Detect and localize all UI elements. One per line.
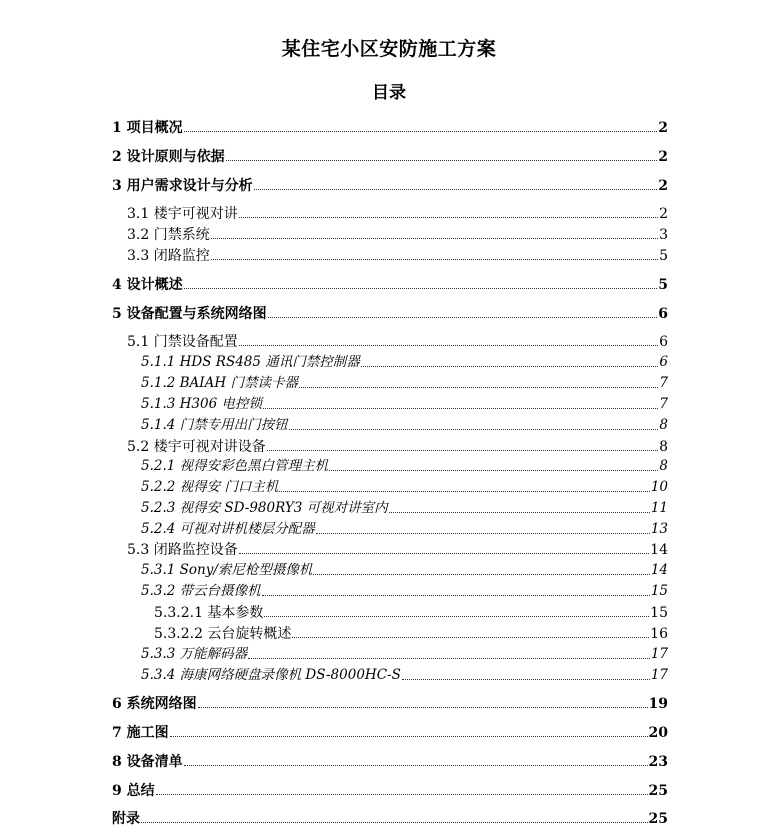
toc-entry[interactable] xyxy=(141,398,668,412)
toc-leader-dots xyxy=(262,595,650,596)
toc-entry[interactable] xyxy=(127,440,668,454)
toc-entry-label: 5.2.1 视得安彩色黑白管理主机 xyxy=(141,458,329,474)
toc-entry[interactable] xyxy=(127,228,668,242)
toc-leader-dots xyxy=(329,470,658,471)
toc-leader-dots xyxy=(141,822,648,823)
toc-entry[interactable] xyxy=(112,726,668,740)
toc-leader-dots xyxy=(198,707,648,708)
toc-entry-page: 2 xyxy=(659,206,668,222)
toc-entry-label: 6 系统网络图 xyxy=(112,696,197,712)
toc-entry-page: 3 xyxy=(659,227,668,243)
toc-entry-page: 6 xyxy=(659,334,668,350)
toc-entry-page: 15 xyxy=(650,605,668,621)
toc-entry-page: 23 xyxy=(648,754,668,770)
toc-entry-label: 5.3.4 海康网络硬盘录像机 DS-8000HC-S xyxy=(141,667,401,683)
toc-entry-page: 8 xyxy=(659,439,668,455)
toc-entry[interactable] xyxy=(112,755,668,769)
toc-entry[interactable] xyxy=(112,307,668,321)
toc-entry-page: 2 xyxy=(658,178,668,194)
toc-entry-page: 17 xyxy=(650,667,668,683)
toc-entry-label: 3.3 闭路监控 xyxy=(127,248,210,264)
toc-entry-label: 5.1.1 HDS RS485 通讯门禁控制器 xyxy=(141,354,360,370)
toc-entry[interactable] xyxy=(141,669,668,683)
toc-entry[interactable] xyxy=(141,648,668,662)
toc-leader-dots xyxy=(263,408,658,409)
toc-entry-page: 7 xyxy=(659,396,668,412)
toc-entry[interactable] xyxy=(141,481,668,495)
toc-leader-dots xyxy=(170,736,648,737)
toc-entry-label: 5.2.2 视得安 门口主机 xyxy=(141,479,279,495)
toc-entry-page: 6 xyxy=(659,354,668,370)
toc-leader-dots xyxy=(267,450,658,451)
toc-entry[interactable] xyxy=(112,150,668,164)
toc-leader-dots xyxy=(226,160,658,161)
toc-entry-label: 5.1.3 H306 电控锁 xyxy=(141,396,262,412)
toc-leader-dots xyxy=(254,189,658,190)
toc-leader-dots xyxy=(211,259,658,260)
toc-leader-dots xyxy=(211,238,658,239)
toc-entry[interactable] xyxy=(112,697,668,711)
toc-leader-dots xyxy=(268,317,658,318)
toc-entry-label: 5.3.1 Sony/索尼枪型摄像机 xyxy=(141,562,313,578)
toc-entry[interactable] xyxy=(141,502,668,516)
toc-entry-page: 19 xyxy=(648,696,668,712)
document-title: 某住宅小区安防施工方案 xyxy=(281,38,497,60)
toc-entry-label: 7 施工图 xyxy=(112,725,169,741)
toc-leader-dots xyxy=(313,574,649,575)
toc-leader-dots xyxy=(289,429,659,430)
toc-leader-dots xyxy=(184,131,658,132)
toc-entry-page: 7 xyxy=(659,375,668,391)
toc-entry-label: 3.1 楼宇可视对讲 xyxy=(127,206,238,222)
toc-entry-label: 4 设计概述 xyxy=(112,277,183,293)
toc-entry-page: 20 xyxy=(648,725,668,741)
toc-entry[interactable] xyxy=(141,419,668,433)
toc-entry-label: 1 项目概况 xyxy=(112,120,183,136)
toc-leader-dots xyxy=(279,491,649,492)
toc-entry[interactable] xyxy=(112,121,668,135)
toc-entry-label: 5.3.2.2 云台旋转概述 xyxy=(154,626,292,642)
toc-entry-label: 5.1.2 BAIAH 门禁读卡器 xyxy=(141,375,298,391)
toc-leader-dots xyxy=(248,658,650,659)
toc-entry-page: 14 xyxy=(650,562,668,578)
toc-entry-page: 13 xyxy=(650,521,668,537)
toc-entry-label: 5.2.3 视得安 SD-980RY3 可视对讲室内 xyxy=(141,500,388,516)
toc-entry-label: 3 用户需求设计与分析 xyxy=(112,178,253,194)
toc-entry-page: 2 xyxy=(658,149,668,165)
toc-entry[interactable] xyxy=(112,812,668,826)
toc-leader-dots xyxy=(292,637,649,638)
toc-entry[interactable] xyxy=(127,249,668,263)
toc-entry-label: 5.2 楼宇可视对讲设备 xyxy=(127,439,266,455)
toc-entry[interactable] xyxy=(112,784,668,798)
toc-heading: 目录 xyxy=(372,83,406,103)
toc-entry-page: 11 xyxy=(650,500,668,516)
toc-entry-label: 附录 xyxy=(112,811,140,827)
toc-entry-label: 5.1.4 门禁专用出门按钮 xyxy=(141,417,288,433)
toc-entry-page: 25 xyxy=(648,811,668,827)
toc-leader-dots xyxy=(239,217,658,218)
toc-entry-page: 2 xyxy=(658,120,668,136)
toc-entry[interactable] xyxy=(112,278,668,292)
toc-entry[interactable] xyxy=(154,606,668,620)
toc-entry[interactable] xyxy=(154,627,668,641)
toc-entry[interactable] xyxy=(127,335,668,349)
toc-entry-page: 14 xyxy=(650,542,668,558)
toc-entry[interactable] xyxy=(127,543,668,557)
toc-entry-page: 16 xyxy=(650,626,668,642)
toc-entry-label: 5.1 门禁设备配置 xyxy=(127,334,238,350)
toc-leader-dots xyxy=(389,512,650,513)
toc-entry-label: 5.3.2.1 基本参数 xyxy=(154,605,264,621)
toc-entry[interactable] xyxy=(127,207,668,221)
toc-entry-page: 8 xyxy=(659,458,668,474)
toc-entry-label: 2 设计原则与依据 xyxy=(112,149,225,165)
toc-entry-page: 5 xyxy=(659,248,668,264)
toc-entry[interactable] xyxy=(141,564,668,578)
toc-entry-label: 5.3.3 万能解码器 xyxy=(141,646,248,662)
toc-entry-page: 8 xyxy=(659,417,668,433)
toc-leader-dots xyxy=(184,765,648,766)
toc-leader-dots xyxy=(239,345,658,346)
toc-entry-label: 3.2 门禁系统 xyxy=(127,227,210,243)
toc-entry[interactable] xyxy=(141,377,668,391)
toc-entry[interactable] xyxy=(141,356,668,370)
toc-entry-page: 5 xyxy=(658,277,668,293)
toc-entry-page: 17 xyxy=(650,646,668,662)
toc-entry-label: 5.2.4 可视对讲机楼层分配器 xyxy=(141,521,315,537)
toc-entry[interactable] xyxy=(112,179,668,193)
toc-leader-dots xyxy=(402,679,650,680)
toc-entry[interactable] xyxy=(141,523,668,537)
toc-entry-label: 5.3 闭路监控设备 xyxy=(127,542,238,558)
toc-leader-dots xyxy=(184,288,658,289)
toc-entry[interactable] xyxy=(141,460,668,474)
toc-entry[interactable] xyxy=(141,585,668,599)
toc-entry-label: 8 设备清单 xyxy=(112,754,183,770)
toc-entry-page: 10 xyxy=(650,479,668,495)
toc-leader-dots xyxy=(299,387,658,388)
toc-entry-label: 9 总结 xyxy=(112,783,155,799)
toc-entry-label: 5 设备配置与系统网络图 xyxy=(112,306,267,322)
toc-entry-label: 5.3.2 带云台摄像机 xyxy=(141,583,261,599)
toc-leader-dots xyxy=(316,533,650,534)
toc-entry-page: 15 xyxy=(650,583,668,599)
toc-leader-dots xyxy=(156,794,648,795)
toc-leader-dots xyxy=(361,366,659,367)
toc-leader-dots xyxy=(239,553,649,554)
toc-entry-page: 25 xyxy=(648,783,668,799)
toc-entry-page: 6 xyxy=(658,306,668,322)
toc-leader-dots xyxy=(264,616,649,617)
